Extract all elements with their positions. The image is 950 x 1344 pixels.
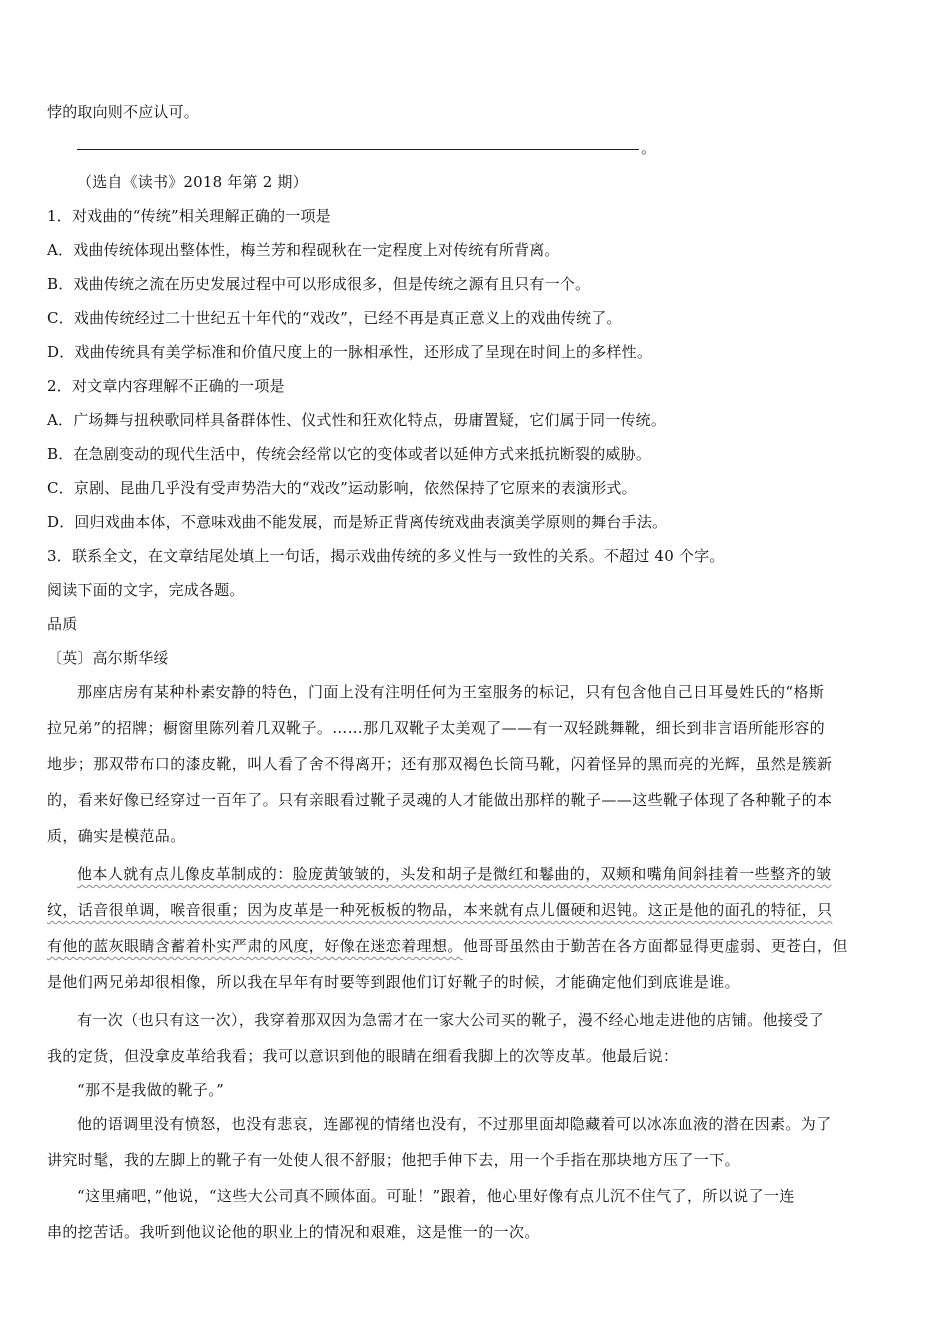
- question-2-option-d: D．回归戏曲本体，不意味戏曲不能发展，而是矫正背离传统戏曲表演美学原则的舞台手法。: [47, 513, 668, 531]
- text-line: 悖的取向则不应认可。: [47, 103, 200, 121]
- question-1-stem: 1．对戏曲的“传统”相关理解正确的一项是: [47, 207, 331, 225]
- question-1-option-b: B．戏曲传统之流在历史发展过程中可以形成很多，但是传统之源有且只有一个。: [47, 275, 591, 293]
- story-paragraph-line: 那座店房有某种朴素安静的特色，门面上没有注明任何为王室服务的标记，只有包含他自己日耳曼姓氏的“格斯: [77, 683, 825, 701]
- reading-instruction: 阅读下面的文字，完成各题。: [47, 581, 245, 599]
- wavy-underlined-text: 有他的蓝灰眼睛含蓄着朴实严肃的风度，好像在迷恋着理想。: [47, 937, 463, 955]
- story-paragraph-line: “这里痛吧，”他说，“这些大公司真不顾体面。可耻！”跟着，他心里好像有点儿沉不住气了，所以说了一连: [77, 1187, 795, 1205]
- question-1-option-a: A．戏曲传统体现出整体性，梅兰芳和程砚秋在一定程度上对传统有所背离。: [47, 241, 560, 259]
- story-paragraph-line: 讲究时髦，我的左脚上的靴子有一处使人很不舒服；他把手伸下去，用一个手指在那块地方压了一下。: [47, 1151, 741, 1169]
- story-paragraph-line: 地步；那双带布口的漆皮靴，叫人看了舍不得离开；还有那双褐色长筒马靴，闪着怪异的黑而亮的光辉，虽然是簇新: [47, 755, 833, 773]
- underlined-passage-line: [47, 936, 907, 956]
- answer-blank-line[interactable]: [77, 138, 937, 158]
- story-author: 〔英〕高尔斯华绥: [47, 649, 169, 667]
- story-paragraph-line: 串的挖苦话。我听到他议论他的职业上的情况和艰难，这是惟一的一次。: [47, 1223, 540, 1241]
- underlined-passage-line: [47, 900, 907, 920]
- question-2-stem: 2．对文章内容理解不正确的一项是: [47, 377, 285, 395]
- story-title: 品质: [47, 615, 78, 633]
- question-1-option-c: C．戏曲传统经过二十世纪五十年代的“戏改”，已经不再是真正意义上的戏曲传统了。: [47, 309, 622, 327]
- story-paragraph-line: 的，看来好像已经穿过一百年了。只有亲眼看过靴子灵魂的人才能做出那样的靴子——这些靴子体现了各种靴子的本: [47, 791, 833, 809]
- story-paragraph-line: 他的语调里没有愤怒，也没有悲哀，连鄙视的情绪也没有，不过那里面却隐藏着可以冰冻血液的潜在因素。为了: [77, 1115, 832, 1133]
- story-text: 他哥哥虽然由于勤苦在各方面都显得更虚弱、更苍白，但: [462, 937, 848, 955]
- question-3-stem: 3．联系全文，在文章结尾处填上一句话，揭示戏曲传统的多义性与一致性的关系。不超过 40 个字。: [47, 547, 725, 565]
- blank-underline: [77, 148, 639, 150]
- story-dialogue-line: “那不是我做的靴子。”: [77, 1081, 225, 1099]
- question-2-option-a: A．广场舞与扭秧歌同样具备群体性、仪式性和狂欢化特点，毋庸置疑，它们属于同一传统。: [47, 411, 667, 429]
- question-2-option-c: C．京剧、昆曲几乎没有受声势浩大的“戏改”运动影响，依然保持了它原来的表演形式。: [47, 479, 637, 497]
- wavy-underlined-text: 他本人就有点儿像皮革制成的：脸庞黄皱皱的，头发和胡子是微红和鬈曲的，双颊和嘴角间斜挂着一些整齐的皱: [77, 865, 832, 883]
- story-paragraph-line: 我的定货，但没拿皮革给我看；我可以意识到他的眼睛在细看我脚上的次等皮革。他最后说：: [47, 1047, 679, 1065]
- blank-end-punctuation: 。: [641, 139, 657, 157]
- story-paragraph-line: 是他们两兄弟却很相像，所以我在早年有时要等到跟他们订好靴子的时候，才能确定他们到底谁是谁。: [47, 973, 741, 991]
- source-citation: （选自《读书》2018 年第 2 期）: [77, 173, 308, 191]
- story-paragraph-line: 质，确实是模范品。: [47, 827, 186, 845]
- underlined-passage-line: [77, 864, 937, 884]
- wavy-underlined-text: 纹，话音很单调，喉音很重；因为皮革是一种死板板的物品，本来就有点儿僵硬和迟钝。这正是他的面孔的特征，只: [47, 901, 833, 919]
- question-2-option-b: B．在急剧变动的现代生活中，传统会经常以它的变体或者以延伸方式来抵抗断裂的威胁。: [47, 445, 652, 463]
- story-paragraph-line: 有一次（也只有这一次），我穿着那双因为急需才在一家大公司买的靴子，漫不经心地走进他的店铺。他接受了: [77, 1011, 825, 1029]
- story-paragraph-line: 拉兄弟”的招牌；橱窗里陈列着几双靴子。……那几双靴子太美观了——有一双轻跳舞靴，细长到非言语所能形容的: [47, 719, 826, 737]
- question-1-option-d: D．戏曲传统具有美学标准和价值尺度上的一脉相承性，还形成了呈现在时间上的多样性。: [47, 343, 653, 361]
